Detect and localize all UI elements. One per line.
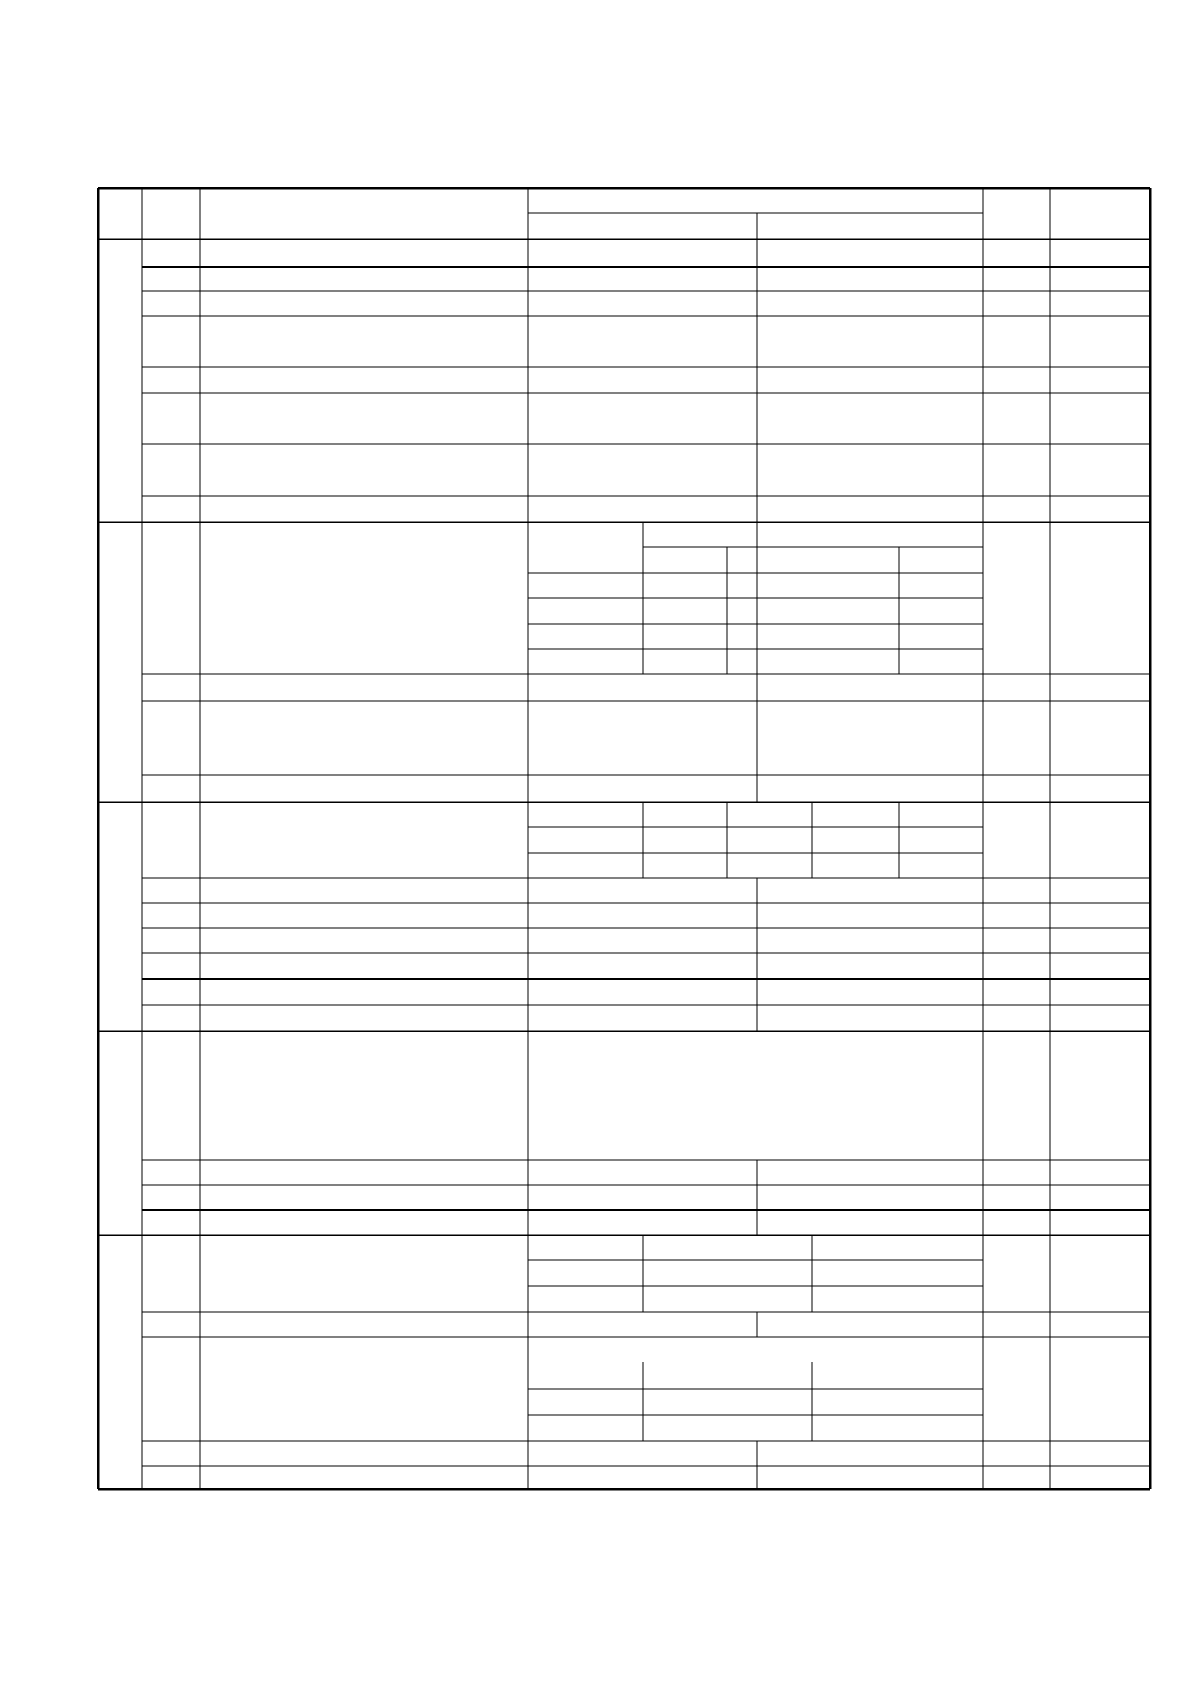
table-vertical-rules: [98, 188, 1150, 1489]
table-horizontal-rules: [98, 188, 1150, 1489]
